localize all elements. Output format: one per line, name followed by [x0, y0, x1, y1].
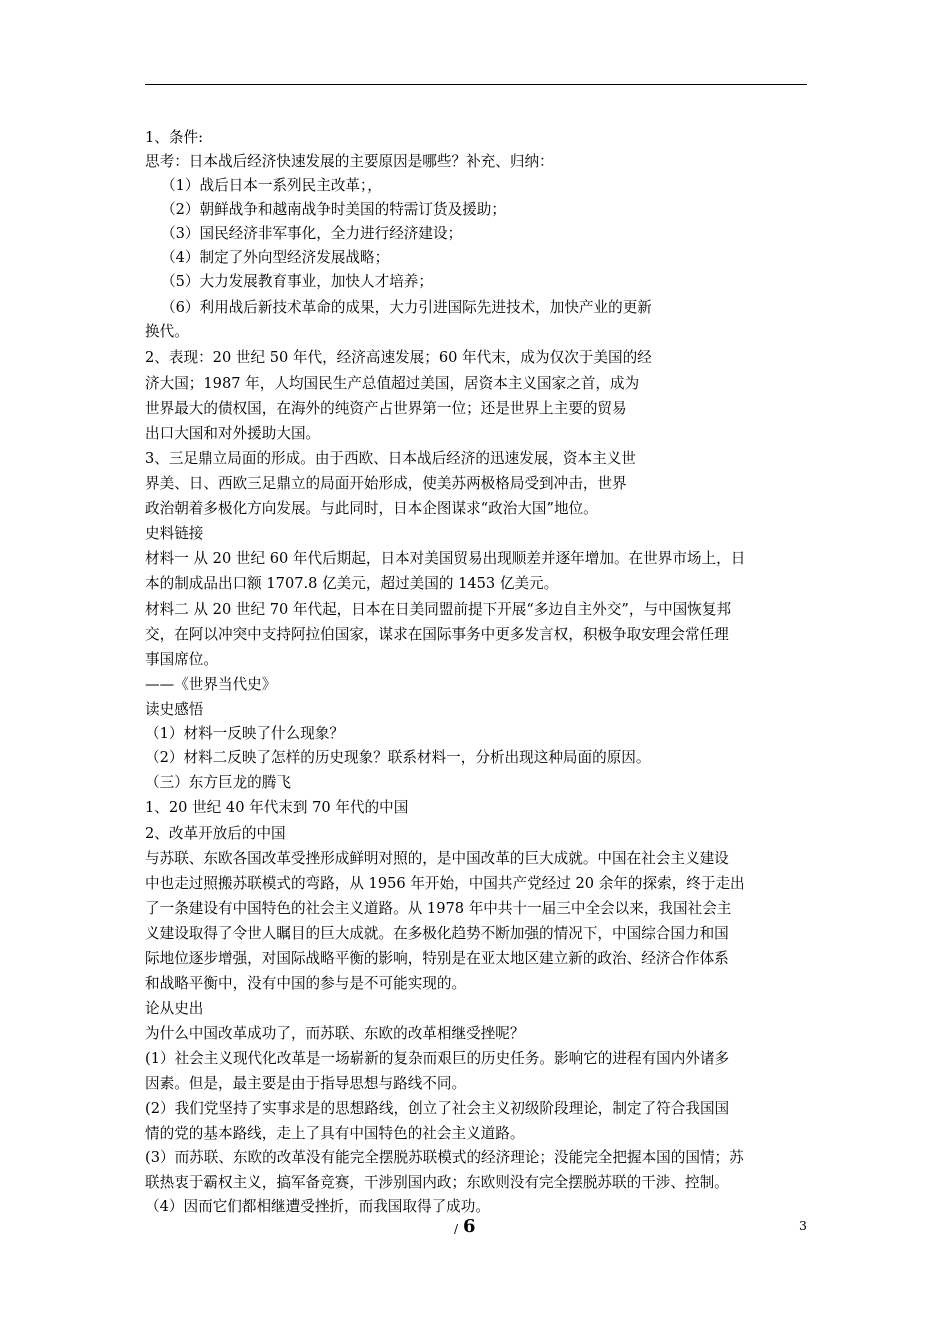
section-heading: （三）东方巨龙的腾飞 [145, 774, 291, 791]
text-line: 2、表现：20 世纪 50 年代，经济高速发展；60 年代末，成为仅次于美国的经 [145, 349, 652, 366]
text-line: 为什么中国改革成功了，而苏联、东欧的改革相继受挫呢？ [145, 1025, 525, 1042]
text-line: (1）社会主义现代化改革是一场崭新的复杂而艰巨的历史任务。影响它的进程有国内外诸多 [145, 1050, 730, 1067]
text-line: 界美、日、西欧三足鼎立的局面开始形成，使美苏两极格局受到冲击，世界 [145, 475, 627, 492]
text-line: （2）材料二反映了怎样的历史现象？联系材料一，分析出现这种局面的原因。 [145, 749, 651, 766]
text-line: 政治朝着多极化方向发展。与此同时，日本企图谋求“政治大国”地位。 [145, 500, 598, 517]
section-heading: 论从史出 [145, 1000, 204, 1017]
text-line: （2）朝鲜战争和越南战争时美国的特需订货及援助； [161, 201, 506, 218]
text-line: 2、改革开放后的中国 [145, 825, 286, 842]
text-line: （3）国民经济非军事化，全力进行经济建设； [161, 225, 463, 242]
text-line: 1、条件: [145, 129, 203, 146]
section-heading: 史料链接 [145, 525, 204, 542]
text-line: （5）大力发展教育事业，加快人才培养； [161, 273, 433, 290]
text-line: 交，在阿以冲突中支持阿拉伯国家，谋求在国际事务中更多发言权，积极争取安理会常任理 [145, 626, 729, 643]
text-line: 义建设取得了令世人瞩目的巨大成就。在多极化趋势不断加强的情况下，中国综合国力和国 [145, 925, 729, 942]
text-line: 思考：日本战后经济快速发展的主要原因是哪些？补充、归纳： [145, 153, 554, 170]
text-line: 济大国；1987 年，人均国民生产总值超过美国，居资本主义国家之首，成为 [145, 375, 640, 392]
header-rule [145, 84, 807, 85]
text-line: 了一条建设有中国特色的社会主义道路。从 1978 年中共十一届三中全会以来，我国社会主 [145, 900, 732, 917]
text-line: 本的制成品出口额 1707.8 亿美元，超过美国的 1453 亿美元。 [145, 575, 559, 592]
footer-total-pages: 6 [463, 1216, 476, 1237]
text-line: 世界最大的债权国，在海外的纯资产占世界第一位；还是世界上主要的贸易 [145, 400, 627, 417]
text-line: 出口大国和对外援助大国。 [145, 425, 321, 442]
text-line: 材料二 从 20 世纪 70 年代起，日本在日美同盟前提下开展“多边自主外交”，与中国恢复邦 [145, 601, 732, 618]
section-heading: 读史感悟 [145, 701, 204, 718]
text-line: （6）利用战后新技术革命的成果，大力引进国际先进技术，加快产业的更新 [161, 299, 652, 316]
text-line: 材料一 从 20 世纪 60 年代后期起，日本对美国贸易出现顺差并逐年增加。在世界市场上，日 [145, 550, 746, 567]
text-line: 1、20 世纪 40 年代末到 70 年代的中国 [145, 799, 409, 816]
text-line: （4）因而它们都相继遭受挫折，而我国取得了成功。 [145, 1198, 490, 1215]
text-line: 中也走过照搬苏联模式的弯路，从 1956 年开始，中国共产党经过 20 余年的探索，终于走出 [145, 875, 745, 892]
text-line: 换代。 [145, 323, 189, 340]
text-line: 因素。但是，最主要是由于指导思想与路线不同。 [145, 1075, 467, 1092]
footer-slash: / [454, 1222, 459, 1236]
text-line: (2）我们党坚持了实事求是的思想路线，创立了社会主义初级阶段理论，制定了符合我国国 [145, 1100, 730, 1117]
text-line: 情的党的基本路线，走上了具有中国特色的社会主义道路。 [145, 1125, 525, 1142]
page-number: 3 [799, 1218, 807, 1233]
text-line: （1）材料一反映了什么现象？ [145, 725, 345, 742]
text-line: （1）战后日本一系列民主改革；， [161, 177, 382, 194]
text-line: 联热衷于霸权主义，搞军备竞赛，干涉别国内政；东欧则没有完全摆脱苏联的干涉、控制。 [145, 1174, 729, 1191]
text-line: 3、三足鼎立局面的形成。由于西欧、日本战后经济的迅速发展，资本主义世 [145, 450, 636, 467]
text-line: 和战略平衡中，没有中国的参与是不可能实现的。 [145, 975, 467, 992]
text-line: 际地位逐步增强，对国际战略平衡的影响，特别是在亚太地区建立新的政治、经济合作体系 [145, 950, 729, 967]
text-line: 事国席位。 [145, 651, 218, 668]
text-line: (3）而苏联、东欧的改革没有能完全摆脱苏联模式的经济理论；没能完全把握本国的国情；苏 [145, 1149, 744, 1166]
text-line: 与苏联、东欧各国改革受挫形成鲜明对照的，是中国改革的巨大成就。中国在社会主义建设 [145, 850, 729, 867]
text-line: （4）制定了外向型经济发展战略； [161, 249, 390, 266]
source-citation: ——《世界当代史》 [145, 676, 277, 693]
